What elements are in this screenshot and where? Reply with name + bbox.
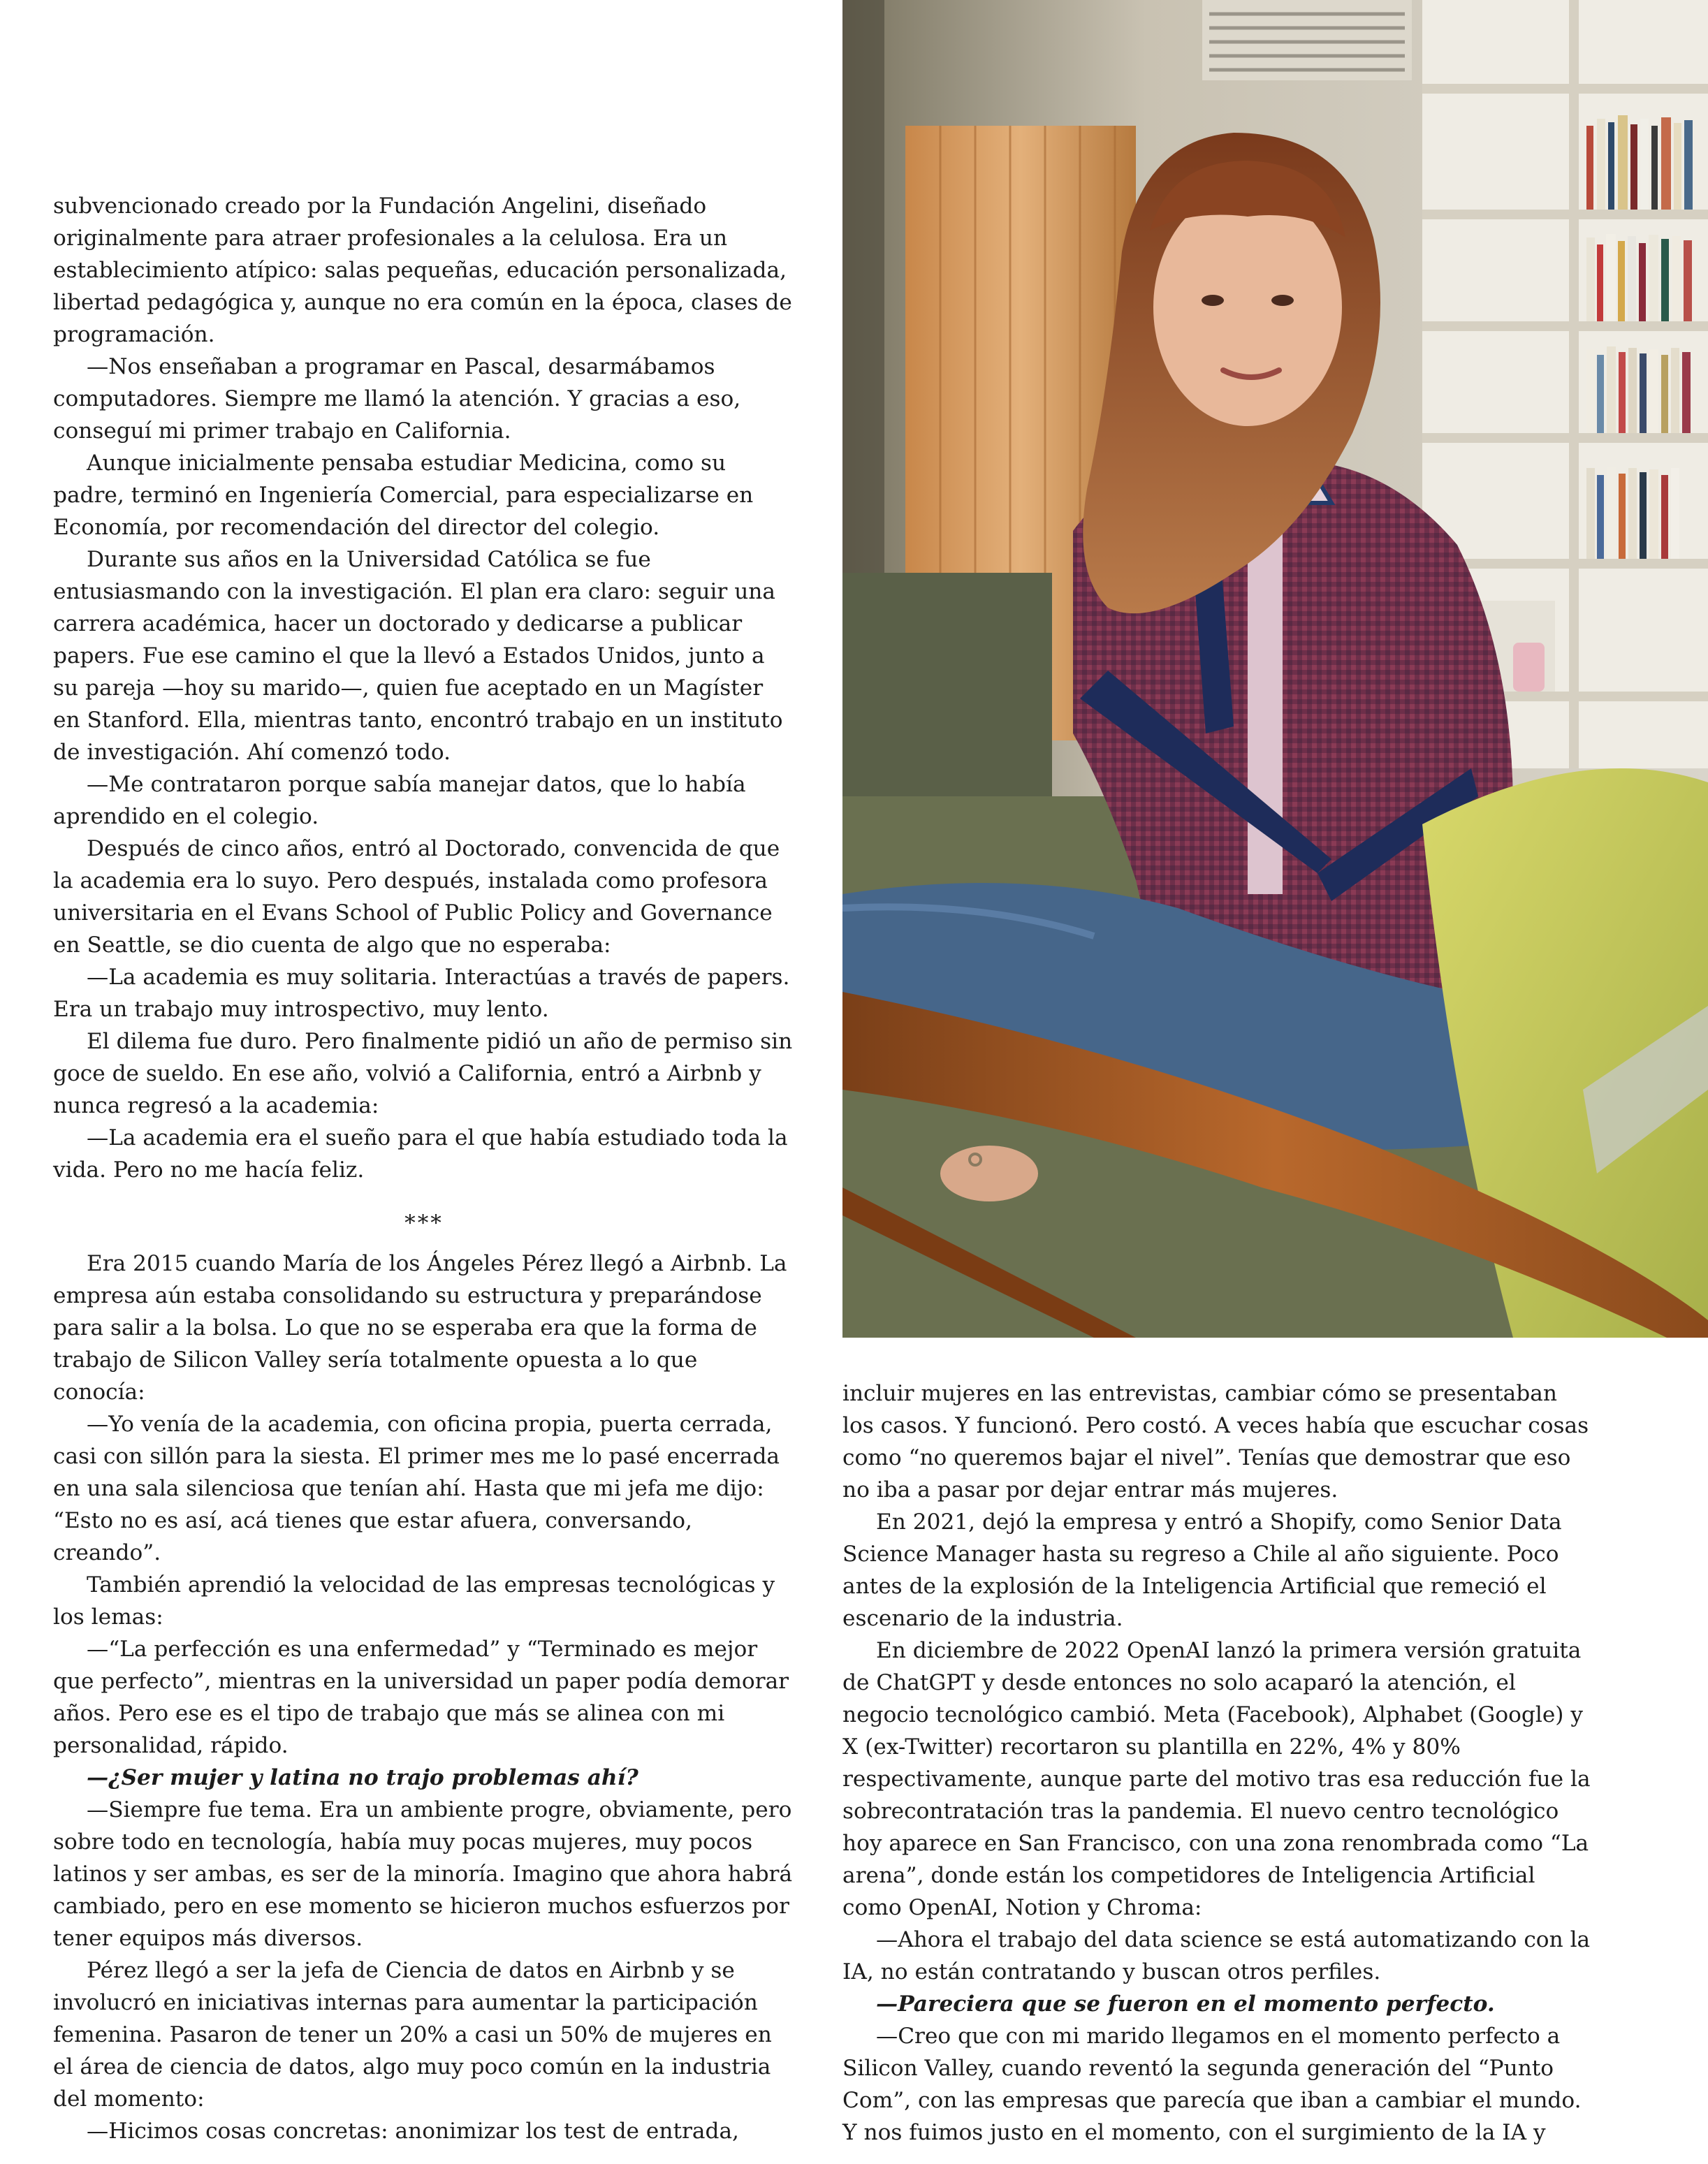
paragraph: Era 2015 cuando María de los Ángeles Pérez llegó a Airbnb. La empresa aún estaba consolidando su estructura y preparándose para salir a la bolsa. Lo que no se esperaba era que la forma de trabajo de Silicon Valley sería totalmente opuesta a lo que conocía: (53, 1251, 787, 1405)
paragraph: —Me contrataron porque sabía manejar datos, que lo había aprendido en el colegio. (53, 772, 746, 829)
portrait-photo (842, 0, 1708, 1338)
paragraph: En diciembre de 2022 OpenAI lanzó la primera versión gratuita de ChatGPT y desde entonces no solo acaparó la atención, el negocio tecnológico cambió. Meta (Facebook), Alphabet (Google) y X (ex-Twitter) recortaron su plantilla en 22%, 4% y 80% respectivamente, aunque parte del motivo tras esa reducción fue la sobrecontratación tras la pandemia. El nuevo centro tecnológico hoy aparece en San Francisco, con una zona renombrada como “La arena”, donde están los competidores de Inteligencia Artificial como OpenAI, Notion y Chroma: (842, 1638, 1591, 1920)
paragraph: —“La perfección es una enfermedad” y “Terminado es mejor que perfecto”, mientras en la universidad un paper podía demorar años. Pero ese es el tipo de trabajo que más se alinea con mi personalidad, rápido. (53, 1637, 789, 1758)
paragraph: incluir mujeres en las entrevistas, cambiar cómo se presentaban los casos. Y funcionó. Pero costó. A veces había que escuchar cosas como “no queremos bajar el nivel”. Tenías que demostrar que eso no iba a pasar por dejar entrar más mujeres. (842, 1381, 1589, 1503)
paragraph: —La academia era el sueño para el que había estudiado toda la vida. Pero no me hacía feliz. (53, 1125, 788, 1183)
paragraph: También aprendió la velocidad de las empresas tecnológicas y los lemas: (53, 1572, 775, 1630)
paragraph: —Hicimos cosas concretas: anonimizar los test de entrada, (87, 2119, 739, 2144)
right-column (842, 1377, 1593, 2149)
paragraph: —Yo venía de la academia, con oficina propia, puerta cerrada, casi con sillón para la siesta. El primer mes me lo pasé encerrada en una sala silenciosa que tenían ahí. Hasta que mi jefa me dijo: “Esto no es así, acá tienes que estar afuera, conversando, creando”. (53, 1412, 780, 1565)
section-separator: *** (404, 1211, 444, 1236)
paragraph: Aunque inicialmente pensaba estudiar Medicina, como su padre, terminó en Ingeniería Comercial, para especializarse en Economía, por recomendación del director del colegio. (53, 451, 754, 540)
paragraph: —Siempre fue tema. Era un ambiente progre, obviamente, pero sobre todo en tecnología, había muy pocas mujeres, muy pocos latinos y ser ambas, es ser de la minoría. Imagino que ahora habrá cambiado, pero en ese momento se hicieron muchos esfuerzos por tener equipos más diversos. (53, 1797, 793, 1951)
left-column-bottom (53, 1248, 795, 2147)
paragraph: —Nos enseñaban a programar en Pascal, desarmábamos computadores. Siempre me llamó la atención. Y gracias a eso, conseguí mi primer trabajo en California. (53, 354, 741, 444)
paragraph: —La academia es muy solitaria. Interactúas a través de papers. Era un trabajo muy introspectivo, muy lento. (53, 965, 790, 1022)
paragraph: —Creo que con mi marido llegamos en el momento perfecto a Silicon Valley, cuando reventó la segunda generación del “Punto Com”, con las empresas que parecía que iban a cambiar el mundo. Y nos fuimos justo en el momento, con el surgimiento de la IA y (842, 2024, 1582, 2145)
interview-question: —Pareciera que se fueron en el momento perfecto. (876, 1991, 1495, 2017)
paragraph: En 2021, dejó la empresa y entró a Shopify, como Senior Data Science Manager hasta su regreso a Chile al año siguiente. Poco antes de la explosión de la Inteligencia Artificial que remeció el escenario de la industria. (842, 1509, 1562, 1631)
paragraph: —Ahora el trabajo del data science se está automatizando con la IA, no están contratando y buscan otros perfiles. (842, 1927, 1591, 1984)
interview-question: —¿Ser mujer y latina no trajo problemas ahí? (87, 1765, 638, 1790)
paragraph: El dilema fue duro. Pero finalmente pidió un año de permiso sin goce de sueldo. En ese año, volvió a California, entró a Airbnb y nunca regresó a la academia: (53, 1029, 793, 1118)
paragraph: Pérez llegó a ser la jefa de Ciencia de datos en Airbnb y se involucró en iniciativas internas para aumentar la participación femenina. Pasaron de tener un 20% a casi un 50% de mujeres en el área de ciencia de datos, algo muy poco común en la industria del momento: (53, 1958, 772, 2112)
paragraph: subvencionado creado por la Fundación Angelini, diseñado originalmente para atraer profesionales a la celulosa. Era un establecimiento atípico: salas pequeñas, educación personalizada, libertad pedagógica y, aunque no era común en la época, clases de programación. (53, 193, 792, 347)
paragraph: Durante sus años en la Universidad Católica se fue entusiasmando con la investigación. El plan era claro: seguir una carrera académica, hacer un doctorado y dedicarse a publicar papers. Fue ese camino el que la llevó a Estados Unidos, junto a su pareja —hoy su marido—, quien fue aceptado en un Magíster en Stanford. Ella, mientras tanto, encontró trabajo en un instituto de investigación. Ahí comenzó todo. (53, 547, 783, 765)
left-column-top (53, 190, 795, 1239)
paragraph: Después de cinco años, entró al Doctorado, convencida de que la academia era lo suyo. Pero después, instalada como profesora universitaria en el Evans School of Public Policy and Governance en Seattle, se dio cuenta de algo que no esperaba: (53, 836, 780, 958)
